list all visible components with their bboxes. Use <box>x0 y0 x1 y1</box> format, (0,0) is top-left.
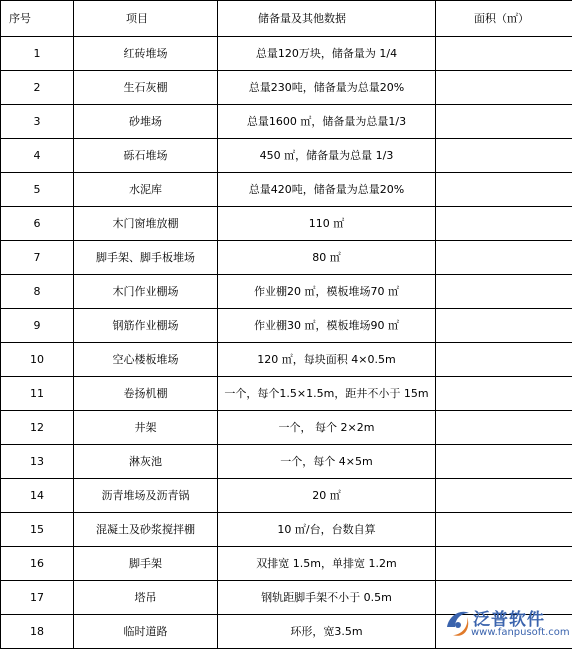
cell-area <box>436 173 572 207</box>
cell-storage: 总量420吨，储备量为总量20% <box>218 173 436 207</box>
cell-area <box>436 513 572 547</box>
cell-storage: 钢轨距脚手架不小于 0.5m <box>218 581 436 615</box>
cell-item: 木门窗堆放棚 <box>74 207 218 241</box>
cell-no: 4 <box>1 139 74 173</box>
cell-storage: 120 ㎡，每块面积 4×0.5m <box>218 343 436 377</box>
header-no: 序号 <box>1 1 74 37</box>
cell-area <box>436 547 572 581</box>
table-row <box>1 411 572 445</box>
header-item: 项目 <box>74 1 218 37</box>
cell-item: 脚手架、脚手板堆场 <box>74 241 218 275</box>
table-row <box>1 309 572 343</box>
cell-storage: 环形，宽3.5m <box>218 615 436 649</box>
cell-area <box>436 309 572 343</box>
cell-no: 15 <box>1 513 74 547</box>
cell-item: 生石灰棚 <box>74 71 218 105</box>
cell-item: 空心楼板堆场 <box>74 343 218 377</box>
cell-storage: 一个，每个1.5×1.5m，距井不小于 15m <box>218 377 436 411</box>
cell-no: 13 <box>1 445 74 479</box>
cell-item: 木门作业棚场 <box>74 275 218 309</box>
cell-no: 7 <box>1 241 74 275</box>
cell-no: 18 <box>1 615 74 649</box>
table-row <box>1 139 572 173</box>
cell-storage: 80 ㎡ <box>218 241 436 275</box>
cell-item: 井架 <box>74 411 218 445</box>
table-row <box>1 275 572 309</box>
cell-item: 临时道路 <box>74 615 218 649</box>
cell-area <box>436 479 572 513</box>
cell-area <box>436 275 572 309</box>
cell-storage: 10 ㎡/台，台数自算 <box>218 513 436 547</box>
cell-item: 淋灰池 <box>74 445 218 479</box>
watermark-url: www.fanpusoft.com <box>471 627 570 638</box>
cell-storage: 总量230吨，储备量为总量20% <box>218 71 436 105</box>
cell-item: 塔吊 <box>74 581 218 615</box>
table-row <box>1 479 572 513</box>
cell-storage: 110 ㎡ <box>218 207 436 241</box>
cell-no: 2 <box>1 71 74 105</box>
cell-item: 沥青堆场及沥青锅 <box>74 479 218 513</box>
cell-area <box>436 241 572 275</box>
cell-no: 14 <box>1 479 74 513</box>
cell-storage: 作业棚30 ㎡，模板堆场90 ㎡ <box>218 309 436 343</box>
table-row <box>1 173 572 207</box>
table-row <box>1 37 572 71</box>
table-row <box>1 71 572 105</box>
cell-item: 卷扬机棚 <box>74 377 218 411</box>
cell-no: 5 <box>1 173 74 207</box>
cell-item: 混凝土及砂浆搅拌棚 <box>74 513 218 547</box>
table-row <box>1 547 572 581</box>
table-row <box>1 343 572 377</box>
cell-no: 8 <box>1 275 74 309</box>
table-row <box>1 105 572 139</box>
cell-item: 砾石堆场 <box>74 139 218 173</box>
cell-storage: 总量1600 ㎡，储备量为总量1/3 <box>218 105 436 139</box>
watermark-logo <box>443 603 565 643</box>
cell-area <box>436 37 572 71</box>
cell-no: 6 <box>1 207 74 241</box>
fanpu-logo-icon <box>443 605 473 641</box>
cell-item: 红砖堆场 <box>74 37 218 71</box>
cell-no: 1 <box>1 37 74 71</box>
cell-storage: 20 ㎡ <box>218 479 436 513</box>
table-row <box>1 241 572 275</box>
cell-area <box>436 139 572 173</box>
table-row <box>1 207 572 241</box>
cell-storage: 作业棚20 ㎡，模板堆场70 ㎡ <box>218 275 436 309</box>
watermark-brand-name: 泛普软件 <box>473 605 545 630</box>
cell-no: 9 <box>1 309 74 343</box>
table-body <box>1 37 572 649</box>
cell-area <box>436 377 572 411</box>
table-row <box>1 377 572 411</box>
cell-area <box>436 343 572 377</box>
header-storage: 储备量及其他数据 <box>218 1 436 37</box>
cell-no: 12 <box>1 411 74 445</box>
cell-area <box>436 411 572 445</box>
cell-no: 11 <box>1 377 74 411</box>
cell-no: 17 <box>1 581 74 615</box>
cell-item: 脚手架 <box>74 547 218 581</box>
cell-storage: 双排宽 1.5m，单排宽 1.2m <box>218 547 436 581</box>
cell-no: 10 <box>1 343 74 377</box>
cell-area <box>436 71 572 105</box>
header-row <box>1 1 572 37</box>
cell-no: 16 <box>1 547 74 581</box>
cell-item: 钢筋作业棚场 <box>74 309 218 343</box>
table-row <box>1 513 572 547</box>
header-area: 面积（㎡） <box>436 1 572 37</box>
cell-storage: 一个， 每个 2×2m <box>218 411 436 445</box>
cell-item: 砂堆场 <box>74 105 218 139</box>
cell-area <box>436 445 572 479</box>
cell-storage: 450 ㎡，储备量为总量 1/3 <box>218 139 436 173</box>
cell-item: 水泥库 <box>74 173 218 207</box>
cell-area <box>436 207 572 241</box>
cell-area <box>436 105 572 139</box>
cell-no: 3 <box>1 105 74 139</box>
cell-storage: 总量120万块，储备量为 1/4 <box>218 37 436 71</box>
table-row <box>1 445 572 479</box>
cell-storage: 一个，每个 4×5m <box>218 445 436 479</box>
